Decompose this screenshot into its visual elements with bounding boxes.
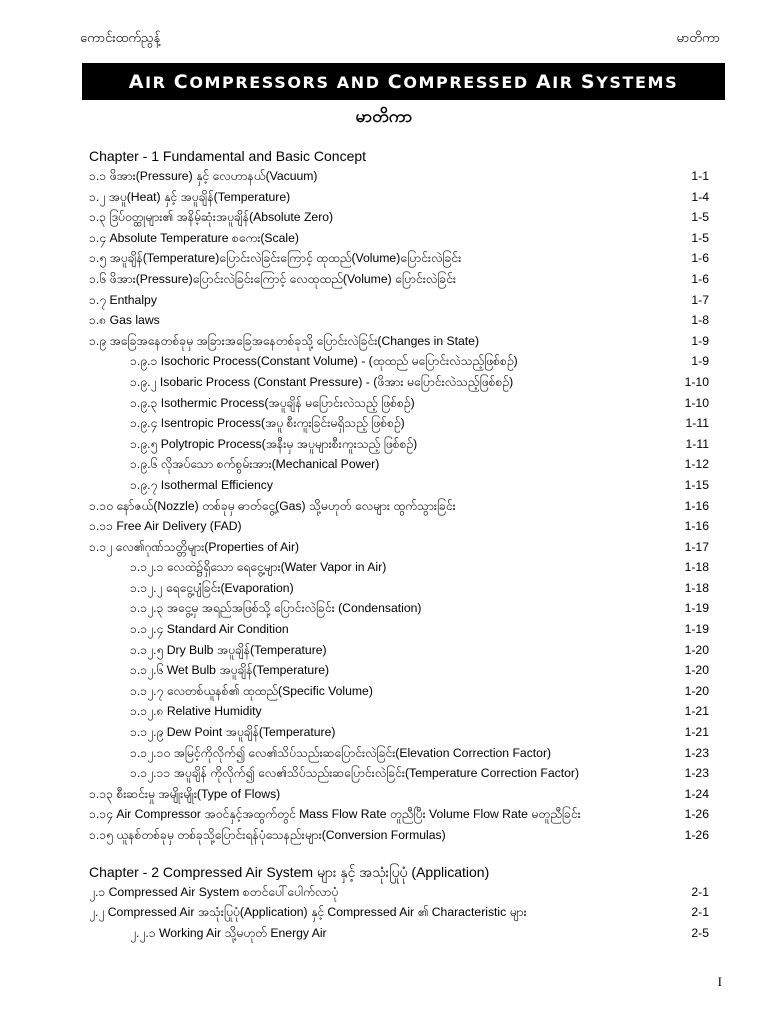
toc-entry-page: 2-5 bbox=[691, 925, 709, 940]
toc-entry bbox=[89, 228, 709, 249]
toc-entry-page: 1-18 bbox=[684, 580, 709, 595]
toc-entry-page: 1-4 bbox=[691, 189, 709, 204]
toc-entry-label: ၁.၁၂.၄ Standard Air Condition bbox=[130, 622, 289, 637]
toc-heading: မာတိကာ bbox=[355, 107, 413, 127]
toc-entry-page: 1-7 bbox=[691, 292, 709, 307]
page-number: I bbox=[717, 974, 722, 989]
toc-entry-page: 1-9 bbox=[691, 333, 709, 348]
toc-entry-page: 2-1 bbox=[691, 884, 709, 899]
toc-entry bbox=[89, 763, 709, 784]
title-capital: S bbox=[580, 70, 597, 93]
toc-entry-page: 1-15 bbox=[684, 477, 709, 492]
toc-entry-label: ၁.၇ Enthalpy bbox=[89, 292, 157, 307]
toc-entry-page: 1-11 bbox=[685, 436, 709, 451]
toc-entry-label: ၁.၁၂.၁၁ အပူချိန် ကိုလိုက်၍ လေ၏သိပ်သည်းဆပြောင်းလဲခြင်း(Temperature Correction Factor) bbox=[130, 766, 580, 781]
toc-entry-page: 1-20 bbox=[684, 642, 709, 657]
toc-entry bbox=[89, 516, 709, 537]
toc-entry-page: 1-9 bbox=[691, 354, 709, 369]
toc-entry bbox=[89, 619, 709, 640]
title-text: YSTEMS bbox=[596, 72, 679, 92]
toc-entry-page: 1-19 bbox=[684, 601, 709, 616]
toc-entry bbox=[89, 475, 709, 496]
toc-entry-page: 1-26 bbox=[684, 828, 709, 842]
toc-entry-page: 1-23 bbox=[684, 766, 709, 781]
toc-entry-label: ၁.၉.၆ လိုအပ်သော စက်စွမ်းအား(Mechanical Power) bbox=[130, 457, 380, 472]
toc-entry bbox=[89, 578, 709, 599]
toc-entry bbox=[89, 743, 709, 764]
toc-entry-page: 2-1 bbox=[691, 905, 709, 920]
toc-entry bbox=[89, 207, 709, 228]
toc-entry-label: ၁.၁၂.၅ Dry Bulb အပူချိန်(Temperature) bbox=[130, 642, 327, 657]
toc-entry-label: ၁.၉.၁ Isochoric Process(Constant Volume) - (ထုထည် မပြောင်းလဲသည့်ဖြစ်စဉ်) bbox=[130, 354, 518, 369]
chapter-gap bbox=[89, 846, 709, 862]
book-title-bar bbox=[82, 63, 725, 100]
toc-entry-label: ၁.၁၂.၆ Wet Bulb အပူချိန်(Temperature) bbox=[130, 663, 330, 678]
title-text: IR bbox=[552, 72, 581, 92]
toc-entry bbox=[89, 351, 709, 372]
toc-entry-label: ၁.၁၄ Air Compressor အဝင်နှင့်အထွက်တွင် Mass Flow Rate တူညီပြီး Volume Flow Rate မတူညီခြင်း bbox=[89, 807, 581, 822]
toc-entry-label: ၁.၉.၅ Polytropic Process(အနီးမှ အပူများစီးကူးသည့် ဖြစ်စဉ်) bbox=[130, 436, 418, 451]
toc-entry bbox=[89, 537, 709, 558]
toc-entry-label: ၁.၉.၄ Isentropic Process(အပူ စီးကူးခြင်းမရှိသည့် ဖြစ်စဉ်) bbox=[130, 416, 405, 431]
title-capital: C bbox=[387, 70, 404, 93]
running-header bbox=[80, 30, 720, 49]
toc-entry-label: ၂.၂ Compressed Air အသုံးပြုပုံ(Application) နှင့် Compressed Air ၏ Characteristic များ bbox=[89, 905, 527, 920]
toc-entry-page: 1-12 bbox=[684, 457, 709, 472]
toc-entry-page: 1-5 bbox=[691, 230, 709, 245]
toc-entry-label: ၁.၉.၃ Isothermic Process(အပူချိန် မပြောင်းလဲသည့် ဖြစ်စဉ်) bbox=[130, 395, 415, 410]
toc-entry bbox=[89, 660, 709, 681]
toc-entry-label: ၁.၈ Gas laws bbox=[89, 313, 160, 328]
toc-entry bbox=[89, 248, 709, 269]
toc-entry-page: 1-21 bbox=[684, 725, 709, 740]
toc-entry bbox=[89, 187, 709, 208]
toc-entry bbox=[89, 269, 709, 290]
chapter-title: Chapter - 2 Compressed Air System များ နှင့် အသုံးပြုပုံ (Application) bbox=[89, 863, 490, 880]
toc-entry-page: 1-5 bbox=[691, 210, 709, 225]
table-of-contents bbox=[89, 146, 709, 943]
toc-entry bbox=[89, 681, 709, 702]
toc-entry-label: ၁.၁၁ Free Air Delivery (FAD) bbox=[89, 519, 242, 534]
toc-entry-label: ၁.၁၂ လေ၏ဂုဏ်သတ္တိများ(Properties of Air) bbox=[89, 539, 300, 554]
toc-entry-label: ၂.၁ Compressed Air System စတင်ပေါ်ပေါက်လာပုံ bbox=[89, 884, 339, 899]
chapter-title: Chapter - 1 Fundamental and Basic Concept bbox=[89, 148, 367, 164]
title-text: OMPRESSORS AND bbox=[189, 72, 388, 92]
toc-entry-page: 1-17 bbox=[684, 539, 709, 554]
toc-entry bbox=[89, 825, 709, 846]
book-title bbox=[129, 71, 678, 93]
toc-entry-label: ၁.၁၂.၁ လေထဲ၌ရှိသော ရေငွေ့များ(Water Vapor in Air) bbox=[130, 560, 387, 575]
toc-entry-label: ၁.၁ ဖိအား(Pressure) နှင့် လေဟာနယ်(Vacuum) bbox=[89, 169, 318, 183]
toc-entry bbox=[89, 784, 709, 805]
toc-entry bbox=[89, 454, 709, 475]
toc-entry-label: ၁.၁၂.၁၀ အမြင့်ကိုလိုက်၍ လေ၏သိပ်သည်းဆပြောင်းလဲခြင်း(Elevation Correction Factor) bbox=[130, 745, 552, 760]
toc-entry-page: 1-26 bbox=[684, 807, 709, 822]
header-author: ကောင်းထက်ညွန့် bbox=[80, 31, 161, 46]
toc-entry-page: 1-18 bbox=[684, 560, 709, 575]
title-capital: A bbox=[128, 70, 146, 93]
toc-entry bbox=[89, 290, 709, 311]
toc-entry-label: ၁.၅ အပူချိန်(Temperature)ပြောင်းလဲခြင်းကြောင့် ထုထည်(Volume)ပြောင်းလဲခြင်း bbox=[89, 251, 462, 266]
toc-entry-label: ၁.၃ ဒြပ်ဝတ္ထုများ၏ အနိမ့်ဆုံးအပူချိန်(Absolute Zero) bbox=[89, 210, 334, 225]
toc-entry-page: 1-16 bbox=[684, 519, 709, 534]
toc-entry bbox=[89, 557, 709, 578]
toc-entry bbox=[89, 902, 709, 923]
toc-entry-page: 1-16 bbox=[684, 498, 709, 513]
toc-entry-page: 1-10 bbox=[684, 395, 709, 410]
toc-entry-page: 1-19 bbox=[684, 622, 709, 637]
toc-entry-page: 1-23 bbox=[684, 745, 709, 760]
toc-entry-label: ၁.၁၂.၂ ရေငွေ့ပျံခြင်း(Evaporation) bbox=[130, 580, 294, 595]
toc-entry-page: 1-6 bbox=[691, 271, 709, 286]
toc-entry-label: ၁.၁၃ စီးဆင်းမှု အမျိုးမျိုး(Type of Flows) bbox=[89, 786, 281, 801]
toc-entry-label: ၁.၁၀ နော်ဇယ်(Nozzle) တစ်ခုမှ ဓာတ်ငွေ့(Gas) သို့မဟုတ် လေများ ထွက်သွားခြင်း bbox=[89, 498, 456, 513]
toc-entry bbox=[89, 310, 709, 331]
toc-entry-page: 1-10 bbox=[684, 374, 709, 389]
toc-entry-page: 1-24 bbox=[684, 786, 709, 801]
toc-entry-page: 1-20 bbox=[684, 683, 709, 698]
toc-entry bbox=[89, 598, 709, 619]
toc-entry bbox=[89, 701, 709, 722]
toc-entry-page: 1-1 bbox=[691, 169, 709, 183]
toc-entry bbox=[89, 372, 709, 393]
title-text: IR bbox=[145, 72, 174, 92]
title-text: OMPRESSED bbox=[403, 72, 536, 92]
toc-entry-label: ၁.၉.၇ Isothermal Efficiency bbox=[130, 477, 273, 492]
toc-entry bbox=[89, 434, 709, 455]
toc-entry-label: ၁.၆ ဖိအား(Pressure)ပြောင်းလဲခြင်းကြောင့် လေထုထည်(Volume) ပြောင်းလဲခြင်း bbox=[89, 271, 456, 286]
toc-entry bbox=[89, 722, 709, 743]
toc-entry-label: ၁.၄ Absolute Temperature စကေး(Scale) bbox=[89, 230, 299, 245]
toc-entry-page: 1-8 bbox=[691, 313, 709, 328]
toc-entry-label: ၁.၉.၂ Isobaric Process (Constant Pressure) - (ဖိအား မပြောင်းလဲသည့်ဖြစ်စဉ်) bbox=[130, 374, 514, 389]
toc-entry-label: ၁.၁၂.၃ အငွေ့မှ အရည်အဖြစ်သို့ ပြောင်းလဲခြင်း (Condensation) bbox=[130, 601, 422, 616]
title-capital: A bbox=[535, 70, 553, 93]
title-capital: C bbox=[173, 70, 190, 93]
toc-entry-page: 1-21 bbox=[684, 704, 709, 719]
toc-entry bbox=[89, 923, 709, 944]
toc-entry bbox=[89, 496, 709, 517]
toc-entry-page: 1-20 bbox=[684, 663, 709, 678]
toc-entry-label: ၁.၁၅ ယူနစ်တစ်ခုမှ တစ်ခုသို့ပြောင်းရန်ပုံသေနည်းများ(Conversion Formulas) bbox=[89, 828, 446, 842]
toc-entry-label: ၁.၁၂.၇ လေတစ်ယူနစ်၏ ထုထည်(Specific Volume) bbox=[130, 683, 373, 698]
header-section: မာတိကာ bbox=[676, 31, 720, 46]
toc-entry bbox=[89, 882, 709, 903]
toc-entry bbox=[89, 331, 709, 352]
toc-entry bbox=[89, 804, 709, 825]
toc-entry-page: 1-6 bbox=[691, 251, 709, 266]
toc-entry-label: ၂.၂.၁ Working Air သို့မဟုတ် Energy Air bbox=[130, 925, 327, 940]
toc-entry-page: 1-11 bbox=[685, 416, 709, 431]
toc-entry bbox=[89, 393, 709, 414]
toc-entry bbox=[89, 413, 709, 434]
toc-entry bbox=[89, 166, 709, 187]
toc-entry-label: ၁.၉ အခြေအနေတစ်ခုမှ အခြားအခြေအနေတစ်ခုသို့ ပြောင်းလဲခြင်း(Changes in State) bbox=[89, 333, 479, 348]
toc-entry-label: ၁.၁၂.၉ Dew Point အပူချိန်(Temperature) bbox=[130, 725, 336, 740]
toc-entry-label: ၁.၁၂.၈ Relative Humidity bbox=[130, 704, 262, 719]
toc-entry-label: ၁.၂ အပူ(Heat) နှင့် အပူချိန်(Temperature) bbox=[89, 189, 291, 204]
toc-entry bbox=[89, 640, 709, 661]
